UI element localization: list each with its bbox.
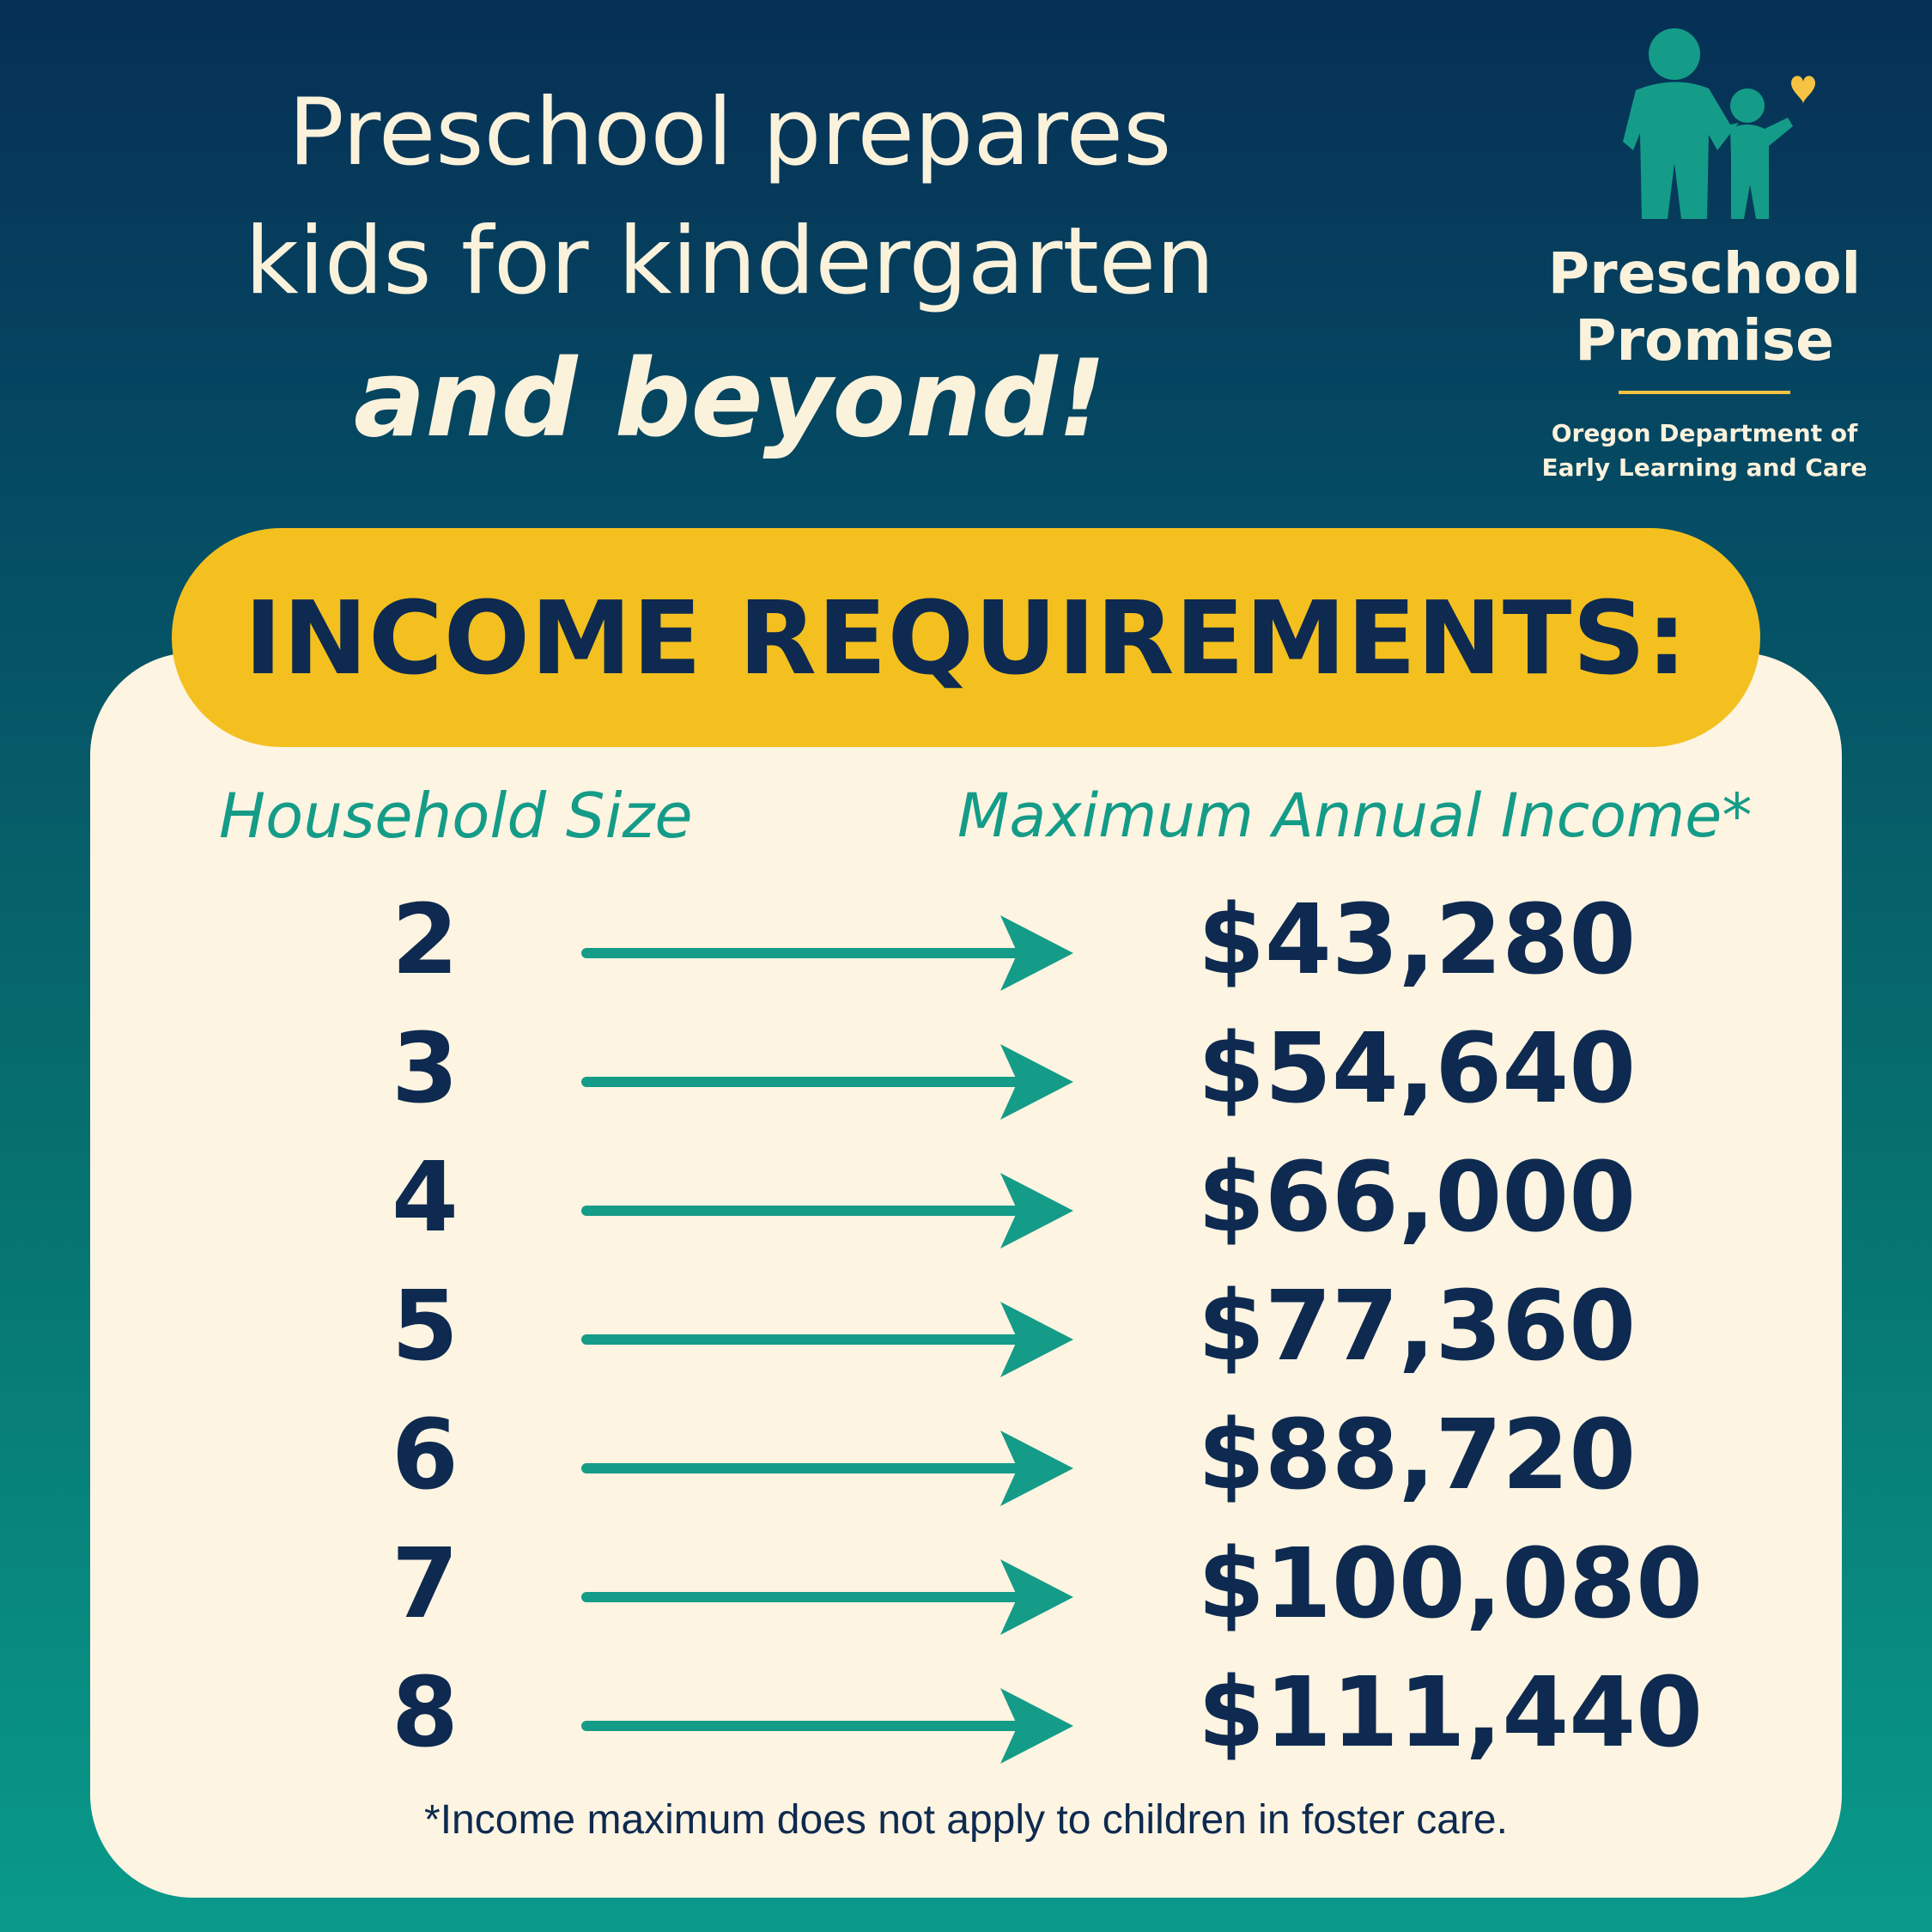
household-size-value: 8 (392, 1657, 459, 1769)
table-row (0, 1142, 1932, 1271)
max-income-value: $43,280 (1198, 884, 1637, 996)
brand-line-1: Preschool (1547, 240, 1862, 307)
household-size-header: Household Size (219, 780, 693, 852)
income-requirements-banner (172, 528, 1760, 747)
household-size-value: 7 (392, 1528, 459, 1640)
income-table (0, 884, 1932, 1786)
max-income-value: $54,640 (1198, 1013, 1637, 1125)
household-size-value: 5 (392, 1271, 459, 1382)
dept-line-1: Oregon Department of (1551, 419, 1858, 447)
headline-line-2: kids for kindergarten (245, 208, 1215, 315)
table-row (0, 1400, 1932, 1528)
max-income-header: Maximum Annual Income* (957, 781, 1753, 851)
right-arrow-icon (580, 1039, 1078, 1128)
max-income-value: $77,360 (1198, 1271, 1637, 1382)
table-row (0, 884, 1932, 1013)
household-size-value: 4 (392, 1142, 459, 1254)
household-size-value: 2 (392, 884, 459, 996)
max-income-value: $66,000 (1198, 1142, 1637, 1254)
dept-line-2: Early Learning and Care (1541, 453, 1868, 482)
brand-name (1511, 240, 1898, 374)
right-arrow-icon (580, 1554, 1078, 1643)
right-arrow-icon (580, 1168, 1078, 1257)
preschool-promise-logo (1511, 21, 1898, 502)
table-row (0, 1528, 1932, 1657)
brand-line-2: Promise (1575, 307, 1834, 374)
right-arrow-icon (580, 1683, 1078, 1772)
right-arrow-icon (580, 910, 1078, 999)
table-row (0, 1657, 1932, 1786)
footnote: *Income maximum does not apply to children in foster care. (424, 1797, 1508, 1843)
headline-emphasis: and beyond! (353, 337, 1107, 461)
right-arrow-icon (580, 1297, 1078, 1386)
table-row (0, 1271, 1932, 1400)
max-income-value: $88,720 (1198, 1400, 1637, 1511)
table-row (0, 1013, 1932, 1142)
headline (129, 69, 1331, 472)
headline-line-1: Preschool prepares (288, 79, 1172, 186)
household-size-value: 3 (392, 1013, 459, 1125)
household-size-value: 6 (392, 1400, 459, 1511)
logo-divider (1619, 391, 1790, 394)
right-arrow-icon (580, 1425, 1078, 1515)
department-name (1511, 416, 1898, 485)
adult-and-child-with-heart-icon (1589, 21, 1820, 228)
max-income-value: $100,080 (1198, 1528, 1704, 1640)
banner-title: INCOME REQUIREMENTS: (244, 578, 1688, 697)
max-income-value: $111,440 (1198, 1657, 1704, 1769)
